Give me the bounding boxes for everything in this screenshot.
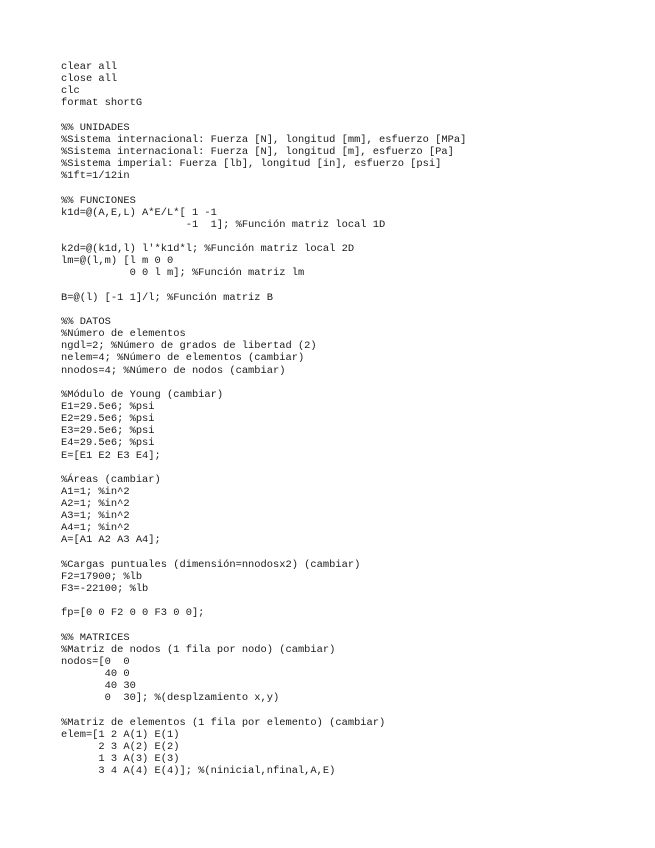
code-line [61, 619, 466, 631]
code-line: A3=1; %in^2 [61, 510, 130, 523]
code-line: %% UNIDADES [61, 121, 130, 134]
code-line: E1=29.5e6; %psi [61, 400, 155, 413]
code-line: %% DATOS [61, 315, 111, 328]
code-line: %Cargas puntuales (dimensión=nnodosx2) (cambiar) [61, 558, 361, 571]
code-line: E2=29.5e6; %psi [61, 413, 155, 426]
code-line: %Matriz de elementos (1 fila por elemento) (cambiar) [61, 716, 386, 729]
code-line: 1 3 A(3) E(3) [61, 753, 180, 766]
code-line: %% FUNCIONES [61, 194, 136, 207]
code-line: 40 30 [61, 680, 136, 693]
code-line [61, 304, 466, 316]
code-line: 3 4 A(4) E(4)]; %(ninicial,nfinal,A,E) [61, 765, 336, 778]
code-line: format shortG [61, 97, 143, 110]
code-line: nelem=4; %Número de elementos (cambiar) [61, 352, 305, 365]
code-line: %Módulo de Young (cambiar) [61, 388, 224, 401]
code-line [61, 182, 466, 194]
code-line: 0 30]; %(desplzamiento x,y) [61, 692, 280, 705]
code-line: 0 0 l m]; %Función matriz lm [61, 267, 305, 280]
code-line: %1ft=1/12in [61, 170, 130, 183]
code-line: fp=[0 0 F2 0 0 F3 0 0]; [61, 607, 205, 620]
code-line: %Sistema internacional: Fuerza [N], longitud [mm], esfuerzo [MPa] [61, 133, 467, 146]
code-line: B=@(l) [-1 1]/l; %Función matriz B [61, 291, 274, 304]
code-line: %Matriz de nodos (1 fila por nodo) (cambiar) [61, 643, 336, 656]
code-line: k2d=@(k1d,l) l'*k1d*l; %Función matriz local 2D [61, 243, 355, 256]
code-line: 2 3 A(2) E(2) [61, 740, 180, 753]
code-line: k1d=@(A,E,L) A*E/L*[ 1 -1 [61, 206, 217, 219]
code-line: A2=1; %in^2 [61, 498, 130, 511]
code-line: A1=1; %in^2 [61, 485, 130, 498]
code-line: %Número de elementos [61, 328, 186, 341]
code-line [61, 547, 466, 559]
code-line: %Sistema imperial: Fuerza [lb], longitud [in], esfuerzo [psi] [61, 158, 442, 171]
code-line: F3=-22100; %lb [61, 583, 149, 596]
code-line [61, 231, 466, 243]
code-listing [61, 61, 466, 777]
code-line [61, 280, 466, 292]
code-line: %% MATRICES [61, 631, 130, 644]
code-line: elem=[1 2 A(1) E(1) [61, 728, 180, 741]
code-line: E=[E1 E2 E3 E4]; [61, 449, 161, 462]
code-line [61, 110, 466, 122]
code-line: A=[A1 A2 A3 A4]; [61, 534, 161, 547]
code-line: %Sistema internacional: Fuerza [N], longitud [m], esfuerzo [Pa] [61, 145, 454, 158]
code-line: nnodos=4; %Número de nodos (cambiar) [61, 364, 286, 377]
code-line: E3=29.5e6; %psi [61, 425, 155, 438]
code-line [61, 377, 466, 389]
code-line: A4=1; %in^2 [61, 522, 130, 535]
code-line: clear all [61, 61, 118, 73]
code-line: E4=29.5e6; %psi [61, 437, 155, 450]
code-line [61, 462, 466, 474]
code-line: lm=@(l,m) [l m 0 0 [61, 255, 174, 268]
code-line: -1 1]; %Función matriz local 1D [61, 218, 386, 231]
code-line: 40 0 [61, 668, 130, 681]
code-line: nodos=[0 0 [61, 655, 130, 668]
code-line: ngdl=2; %Número de grados de libertad (2) [61, 340, 317, 353]
code-line: %Áreas (cambiar) [61, 473, 161, 486]
code-line: F2=17900; %lb [61, 570, 143, 583]
code-line: clc [61, 85, 80, 98]
code-line: close all [61, 73, 118, 86]
code-line [61, 595, 466, 607]
code-line [61, 704, 466, 716]
